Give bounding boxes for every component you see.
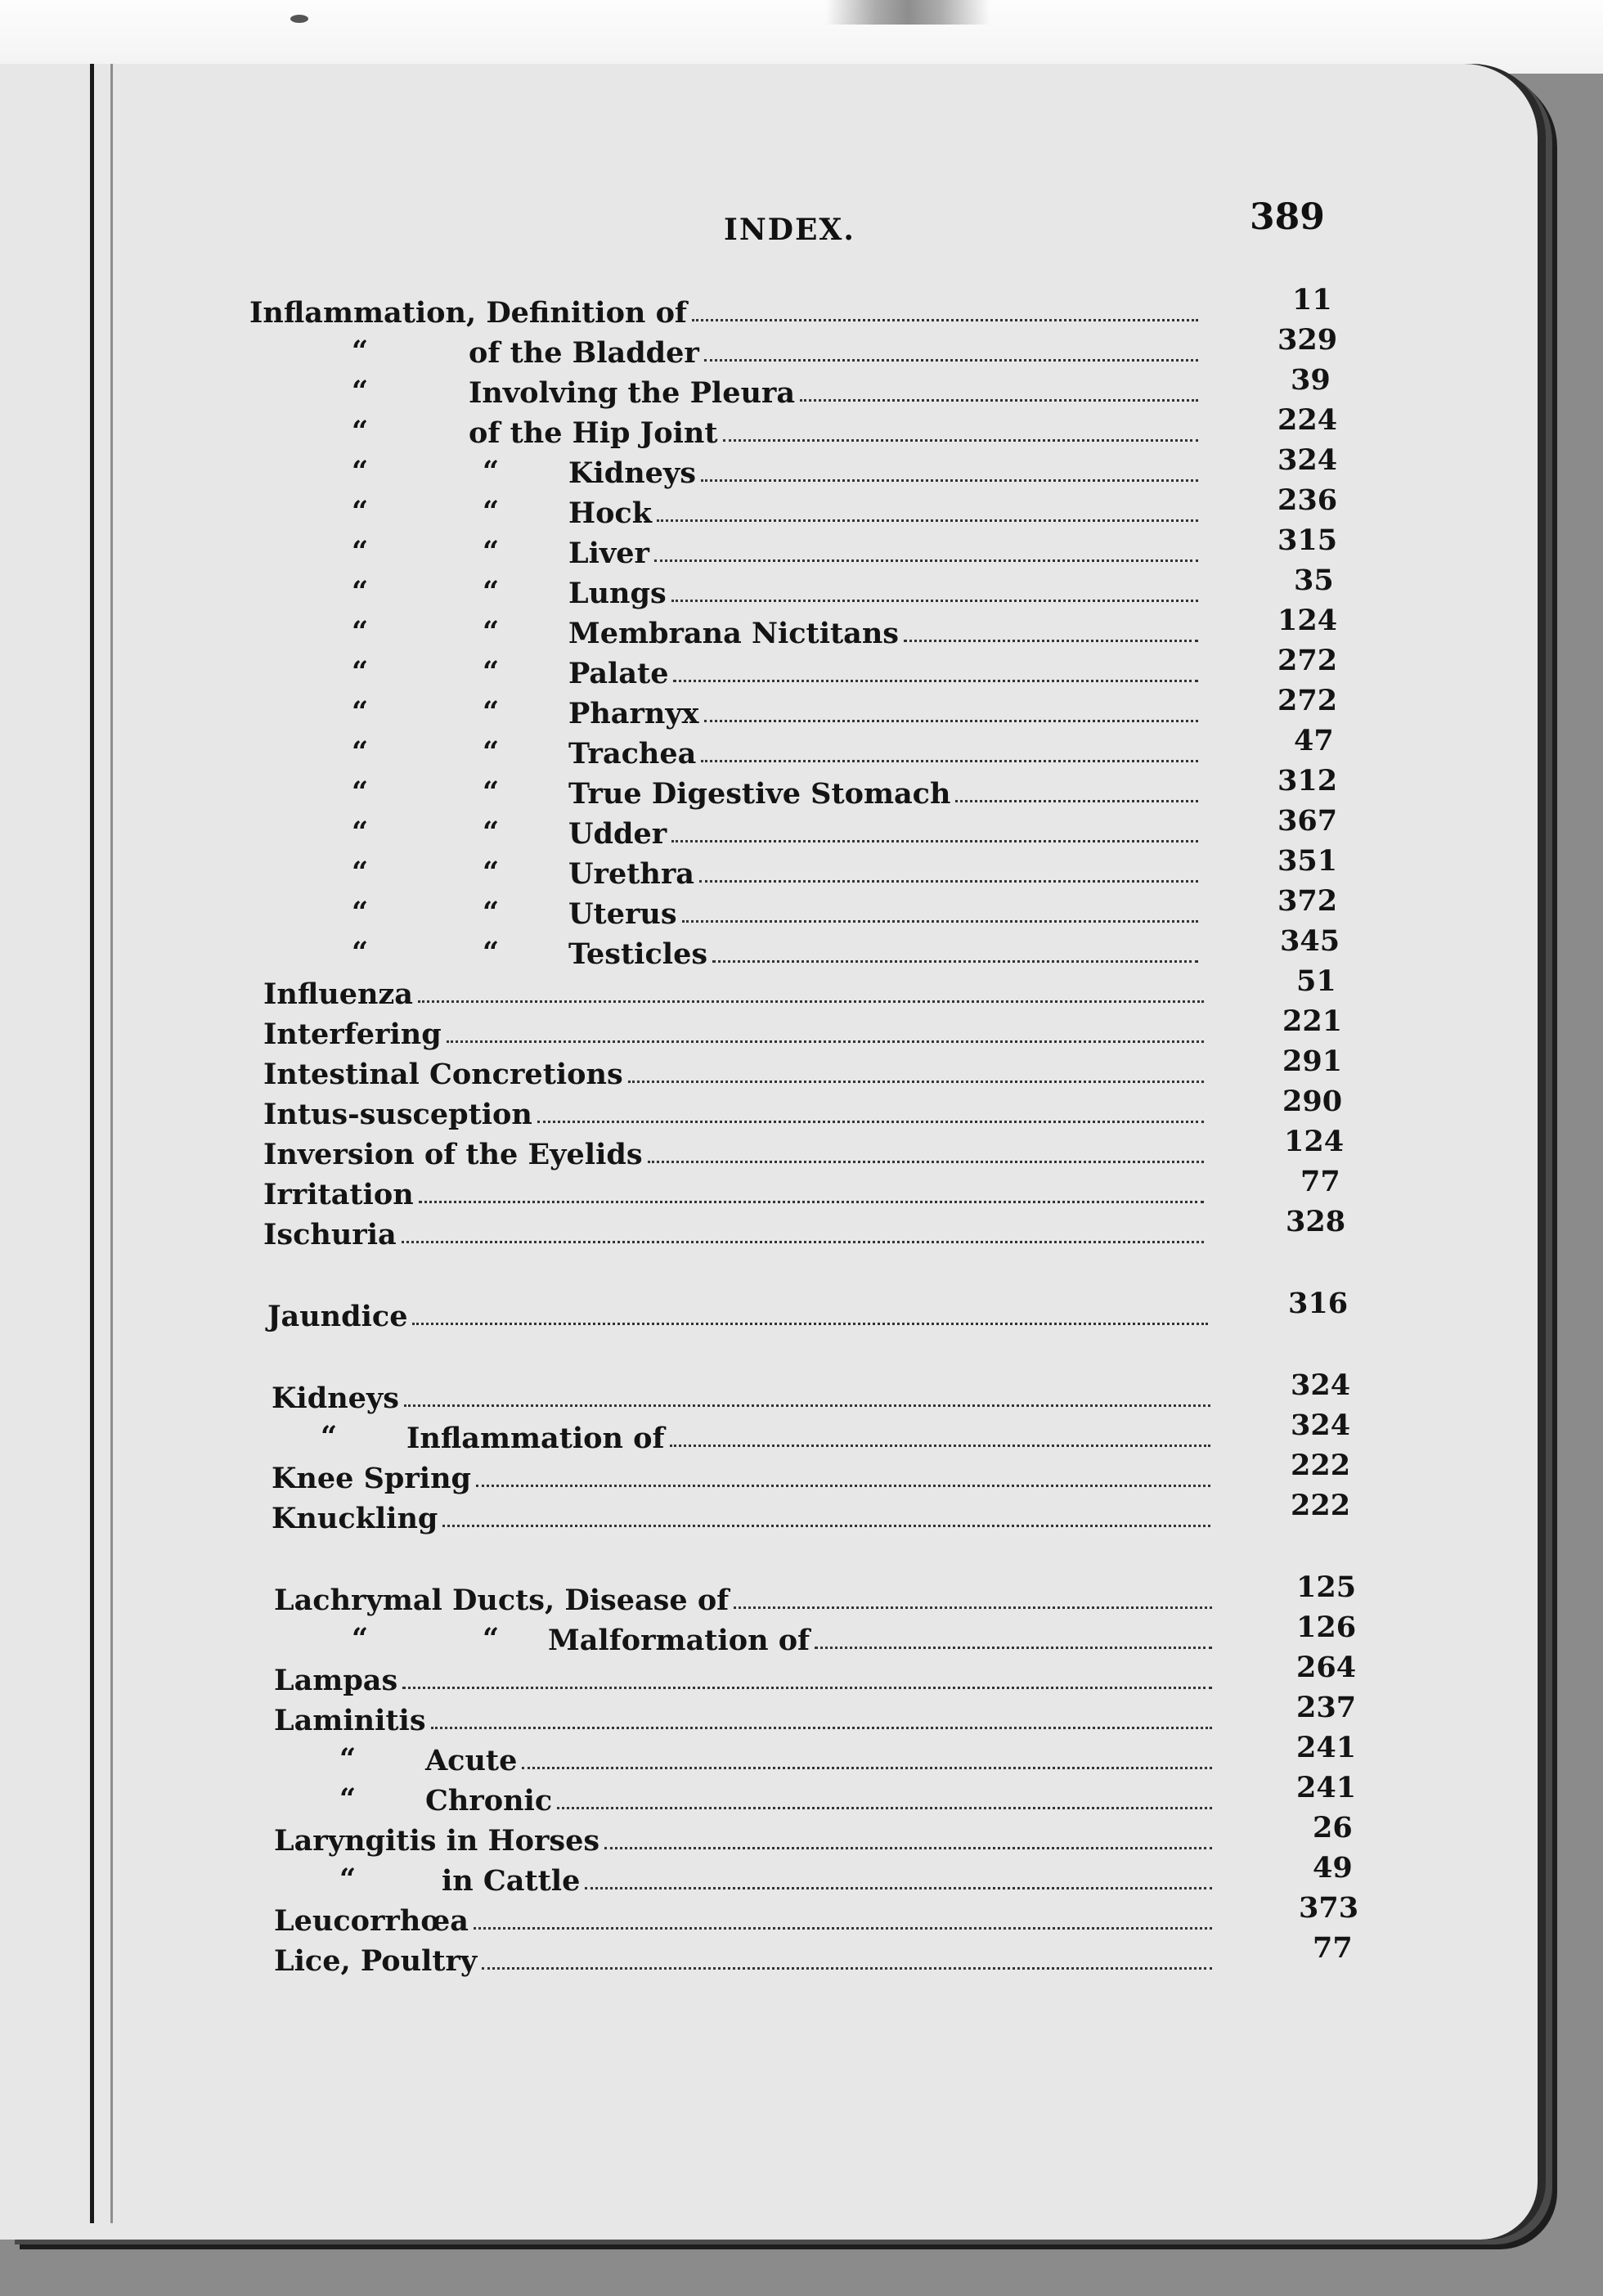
index-page: 236 [1277,483,1338,517]
index-entry [249,375,1198,411]
dot-leader [412,1323,1208,1325]
index-page: 324 [1277,443,1338,477]
dot-leader [628,1081,1204,1083]
index-term: Lachrymal Ducts, Disease of [274,1584,730,1617]
index-term: Acute [425,1744,518,1777]
index-term: Inversion of the Eyelids [263,1138,643,1171]
index-page: 237 [1296,1691,1357,1724]
index-term: Laryngitis in Horses [274,1824,600,1858]
ditto-mark: “ [483,936,500,969]
dot-leader [447,1040,1204,1043]
ditto-mark: “ [339,1782,357,1816]
index-page: 316 [1288,1287,1349,1320]
index-page: 290 [1282,1085,1343,1118]
index-term: Kidneys [272,1382,399,1415]
ditto-mark: “ [352,375,369,408]
index-term: True Digestive Stomach [568,777,951,811]
index-term: Lungs [568,577,667,610]
index-entry [249,775,1198,812]
ditto-mark: “ [352,816,369,849]
ditto-mark: “ [352,655,369,689]
index-term: Urethra [568,857,694,891]
index-entry [274,1666,1212,1699]
ditto-mark: “ [352,856,369,889]
index-term: Lice, Poultry [274,1944,478,1978]
index-page: 367 [1277,804,1338,838]
dot-leader [701,479,1198,482]
index-page: 351 [1277,844,1338,878]
dot-leader [402,1241,1204,1243]
index-term: Malformation of [548,1624,810,1657]
index-page: 77 [1300,1165,1340,1198]
index-term: Involving the Pleura [469,376,796,410]
index-page: 264 [1296,1651,1357,1684]
dot-leader [657,519,1198,522]
book-page [0,64,1538,2240]
ditto-mark: “ [483,535,500,568]
dot-leader [692,319,1198,321]
index-term: in Cattle [442,1864,581,1898]
index-term: Uterus [568,897,677,931]
index-page: 241 [1296,1771,1357,1804]
dot-leader [671,600,1198,602]
dot-leader [537,1121,1204,1123]
index-term: Knee Spring [272,1462,471,1495]
index-term: Trachea [568,737,697,771]
dot-leader [476,1485,1210,1487]
dot-leader [699,880,1198,883]
index-page: 222 [1291,1489,1351,1522]
dot-leader [402,1687,1212,1689]
index-entry [274,1904,1212,1939]
index-page: 11 [1292,283,1332,317]
ditto-mark: “ [352,335,369,368]
index-page: 272 [1277,684,1338,717]
scan-speck [290,15,308,23]
index-entry [249,495,1198,532]
page-title: INDEX. [724,213,855,247]
index-entry [274,1706,1212,1739]
dot-leader [701,760,1198,762]
index-entry [263,1020,1204,1053]
index-entry [249,615,1198,652]
ditto-mark: “ [483,735,500,769]
index-entry [249,575,1198,612]
index-page: 124 [1284,1125,1345,1158]
index-page: 39 [1291,363,1331,397]
index-term: Laminitis [274,1704,426,1737]
index-page: 312 [1277,764,1338,798]
index-entry [274,1782,1212,1819]
index-entry [249,415,1198,452]
ditto-mark: “ [483,615,500,649]
index-page: 49 [1313,1851,1353,1885]
index-page: 324 [1291,1409,1351,1442]
dot-leader [604,1847,1212,1849]
ditto-mark: “ [483,816,500,849]
ditto-mark: “ [483,495,500,528]
index-term: Lampas [274,1664,398,1697]
index-page: 315 [1277,523,1338,557]
index-page: 328 [1286,1205,1346,1238]
index-term: Jaundice [267,1300,408,1333]
ditto-mark: “ [352,495,369,528]
ditto-mark: “ [352,735,369,769]
index-entry [263,1180,1204,1213]
dot-leader [671,840,1198,842]
index-term: Pharnyx [568,697,699,730]
dot-leader [704,359,1198,362]
index-entry [249,856,1198,892]
index-entry [263,977,1204,1013]
dot-leader [522,1767,1212,1769]
ditto-mark: “ [352,415,369,448]
index-entry [249,455,1198,492]
index-term: Liver [568,537,649,570]
dot-leader [648,1161,1204,1163]
index-term: Udder [568,817,667,851]
dot-leader [800,399,1198,402]
dot-leader [673,680,1198,682]
index-term: Kidneys [568,456,696,490]
page-number: 389 [1250,196,1325,238]
index-page: 124 [1277,604,1338,637]
index-page: 345 [1280,924,1340,958]
index-page: 125 [1296,1570,1357,1604]
index-entry [274,1862,1212,1899]
index-entry [274,1586,1212,1619]
dot-leader [670,1445,1210,1447]
index-page: 272 [1277,644,1338,677]
index-term: Chronic [425,1784,553,1817]
index-entry [274,1944,1212,1979]
dot-leader [682,920,1198,923]
index-entry [263,1220,1204,1253]
index-term: Interfering [263,1018,442,1051]
index-entry [249,296,1198,331]
index-page: 224 [1277,403,1338,437]
index-entry [249,695,1198,732]
scan-smudge [826,0,990,25]
index-page: 77 [1313,1931,1353,1965]
index-page: 372 [1277,884,1338,918]
index-page: 126 [1296,1611,1357,1644]
ditto-mark: “ [352,1622,369,1656]
index-page: 241 [1296,1731,1357,1764]
index-entry [274,1622,1212,1659]
index-page: 51 [1296,964,1336,998]
index-entry [249,936,1198,973]
index-page: 26 [1313,1811,1353,1844]
index-term: Influenza [263,977,413,1011]
ditto-mark: “ [321,1420,338,1454]
index-entry [272,1504,1210,1537]
index-page: 324 [1291,1368,1351,1402]
dot-leader [482,1967,1212,1970]
ditto-mark: “ [339,1742,357,1776]
ditto-mark: “ [352,455,369,488]
index-entry [263,1060,1204,1093]
index-page: 222 [1291,1449,1351,1482]
dot-leader [404,1404,1210,1407]
ditto-mark: “ [483,695,500,729]
ditto-mark: “ [352,775,369,809]
index-entry [249,655,1198,692]
gutter-line [90,64,94,2223]
gutter-shadow [110,64,113,2223]
ditto-mark: “ [483,455,500,488]
index-term: Knuckling [272,1502,438,1535]
dot-leader [585,1887,1212,1889]
index-entry [274,1742,1212,1779]
dot-leader [815,1647,1212,1649]
index-term: Testicles [568,937,708,971]
scan-top-margin [0,0,1603,74]
index-term: Intus-susception [263,1098,532,1131]
index-page: 47 [1294,724,1334,757]
index-term: Leucorrhœa [274,1904,469,1938]
ditto-mark: “ [483,575,500,609]
index-entry [249,535,1198,572]
ditto-mark: “ [352,575,369,609]
dot-leader [723,439,1198,442]
dot-leader [904,640,1198,642]
index-page: 35 [1294,564,1334,597]
index-term: Inflammation, Definition of [249,296,687,330]
index-entry [274,1826,1212,1859]
dot-leader [431,1727,1212,1729]
dot-leader [704,720,1198,722]
index-term: Ischuria [263,1218,397,1251]
dot-leader [654,559,1198,562]
index-entry [249,335,1198,371]
index-term: Hock [568,496,652,530]
ditto-mark: “ [483,775,500,809]
ditto-mark: “ [352,936,369,969]
index-entry [272,1464,1210,1497]
index-page: 329 [1277,323,1338,357]
ditto-mark: “ [483,896,500,929]
dot-leader [474,1927,1212,1930]
index-entry [272,1420,1210,1457]
dot-leader [712,960,1198,963]
index-term: of the Bladder [469,336,699,370]
dot-leader [442,1525,1210,1527]
index-term: Intestinal Concretions [263,1058,623,1091]
index-term: Membrana Nictitans [568,617,900,650]
ditto-mark: “ [483,856,500,889]
ditto-mark: “ [339,1862,357,1896]
ditto-mark: “ [352,695,369,729]
index-page: 291 [1282,1045,1343,1078]
index-term: Irritation [263,1178,414,1211]
ditto-mark: “ [352,535,369,568]
ditto-mark: “ [352,615,369,649]
index-entry [267,1302,1208,1335]
dot-leader [419,1201,1204,1203]
index-entry [249,735,1198,772]
index-term: Palate [568,657,669,690]
index-term: Inflammation of [406,1422,665,1455]
index-entry [272,1384,1210,1417]
dot-leader [734,1606,1212,1609]
index-page: 221 [1282,1004,1343,1038]
dot-leader [418,1000,1204,1003]
dot-leader [557,1807,1212,1809]
index-entry [263,1100,1204,1133]
index-term: of the Hip Joint [469,416,718,450]
index-entry [249,816,1198,852]
dot-leader [955,800,1198,802]
index-page: 373 [1299,1891,1359,1925]
ditto-mark: “ [483,1622,500,1656]
ditto-mark: “ [352,896,369,929]
index-entry [263,1140,1204,1173]
index-entry [249,896,1198,932]
ditto-mark: “ [483,655,500,689]
